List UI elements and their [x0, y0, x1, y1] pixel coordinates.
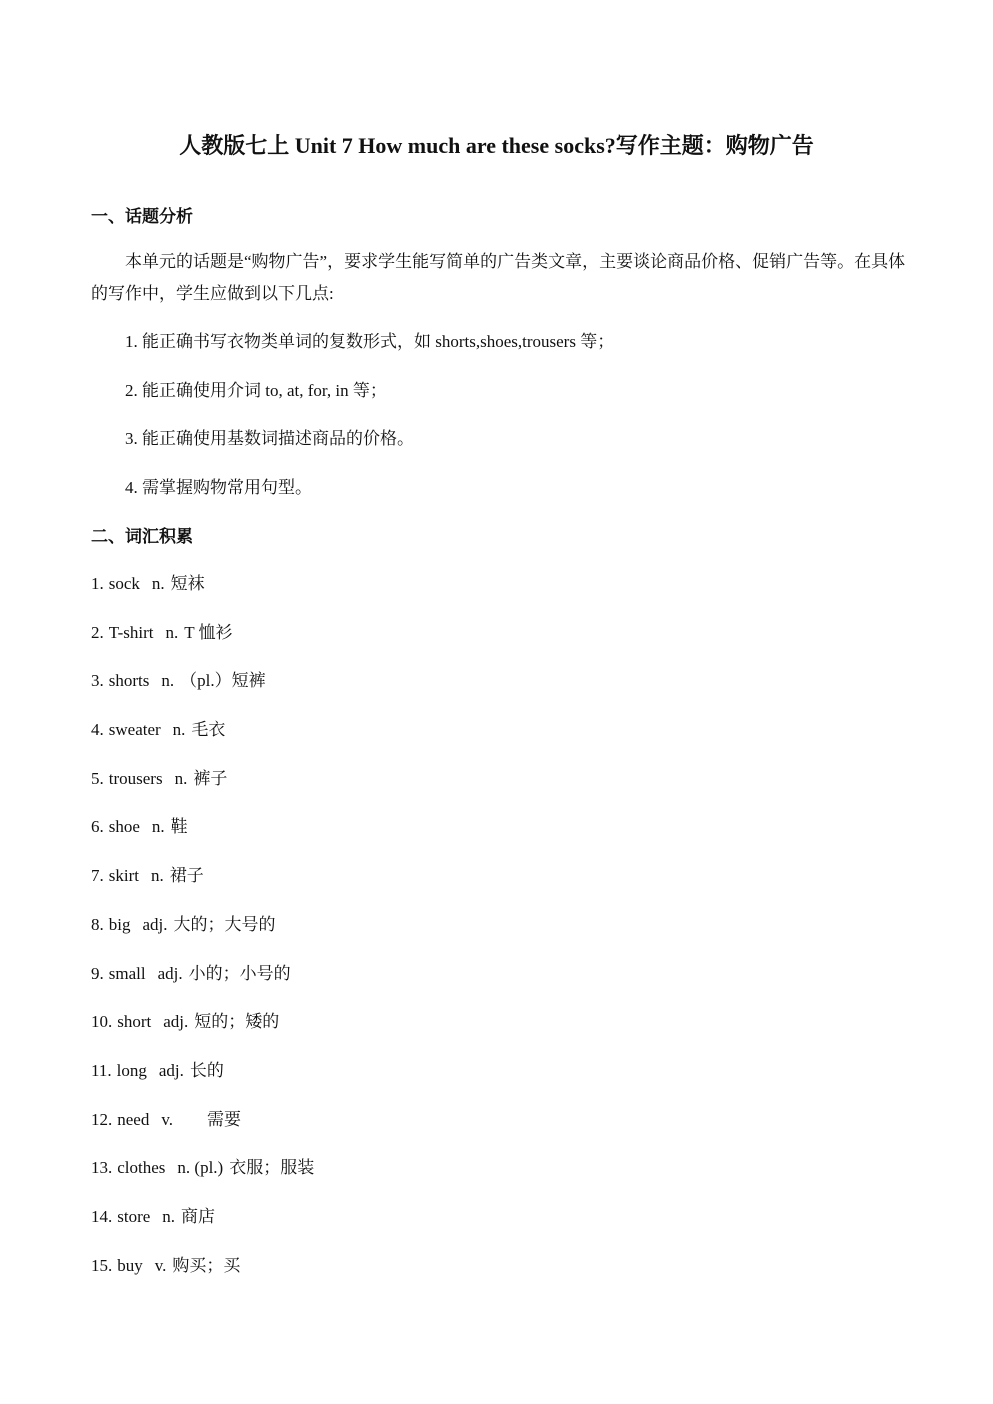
vocab-meaning: 鞋: [170, 817, 188, 837]
vocab-word: buy: [117, 1255, 143, 1275]
vocab-number: 10.: [91, 1012, 113, 1032]
vocab-meaning: 大的；大号的: [173, 914, 276, 934]
section-heading-vocabulary: 二、词汇积累: [91, 527, 193, 546]
vocab-number: 8.: [91, 914, 104, 934]
vocab-part-of-speech: adj.: [157, 963, 183, 983]
vocab-word: short: [117, 1012, 152, 1032]
vocab-number: 9.: [91, 963, 104, 983]
topic-intro-text: 本单元的话题是“购物广告”，要求学生能写简单的广告类文章，主要谈论商品价格、促销广告等。在具体的写作中，学生应做到以下几点:: [91, 252, 906, 303]
vocab-item: [91, 1057, 314, 1106]
vocab-number: 11.: [91, 1060, 112, 1080]
vocab-word: trousers: [108, 768, 163, 788]
vocab-meaning: 小的；小号的: [188, 963, 291, 983]
vocab-word: sock: [108, 574, 140, 593]
vocab-item: [91, 1203, 314, 1252]
vocab-item: [91, 911, 314, 960]
vocab-number: 3.: [91, 671, 104, 691]
vocab-meaning: 需要: [207, 1109, 241, 1129]
vocab-word: T-shirt: [108, 622, 154, 642]
vocab-number: 5.: [91, 768, 104, 788]
vocab-item: [91, 716, 314, 765]
vocab-meaning: 裙子: [169, 866, 204, 886]
topic-intro-paragraph: [91, 246, 906, 310]
vocab-item: [91, 813, 314, 862]
vocab-part-of-speech: n.: [150, 866, 164, 886]
vocab-word: clothes: [117, 1158, 166, 1178]
vocab-word: sweater: [108, 720, 161, 740]
vocab-meaning: 商店: [181, 1206, 216, 1226]
section-heading-topic-analysis: 一、话题分析: [91, 207, 193, 226]
requirement-item: 3. 能正确使用基数词描述商品的价格。: [125, 429, 414, 448]
vocab-meaning: 衣服；服装: [229, 1158, 315, 1178]
vocab-part-of-speech: v.: [154, 1255, 167, 1275]
vocab-item: [91, 1154, 314, 1203]
vocab-number: 15.: [91, 1255, 113, 1275]
vocab-item: [91, 1252, 314, 1301]
vocab-word: big: [108, 914, 131, 934]
vocab-meaning: T 恤衫: [184, 622, 233, 642]
vocab-meaning: 购买；买: [172, 1255, 241, 1275]
vocab-item: [91, 1106, 314, 1155]
vocab-word: skirt: [108, 866, 139, 886]
vocab-item: [91, 765, 314, 814]
vocab-item: [91, 862, 314, 911]
vocab-part-of-speech: n.: [165, 622, 179, 642]
vocab-number: 7.: [91, 866, 104, 886]
vocab-meaning: 短袜: [170, 574, 205, 593]
vocab-item: [91, 619, 314, 668]
vocab-item: [91, 570, 314, 619]
vocab-part-of-speech: adj.: [163, 1012, 189, 1032]
vocab-part-of-speech: n.: [172, 720, 186, 740]
vocab-number: 12.: [91, 1109, 113, 1129]
vocab-word: small: [108, 963, 146, 983]
vocab-part-of-speech: n.: [151, 817, 165, 837]
vocab-number: 13.: [91, 1158, 113, 1178]
vocab-number: 4.: [91, 720, 104, 740]
vocab-part-of-speech: v.: [161, 1109, 173, 1129]
vocab-number: 14.: [91, 1206, 113, 1226]
vocab-word: shoe: [108, 817, 140, 837]
vocab-item: [91, 667, 314, 716]
vocab-part-of-speech: n.: [151, 574, 165, 593]
vocab-part-of-speech: adj.: [158, 1060, 184, 1080]
page-title: 人教版七上 Unit 7 How much are these socks?写作主题：购物广告: [179, 133, 814, 158]
vocab-meaning: （pl.）短裤: [180, 671, 266, 691]
vocab-word: need: [117, 1109, 150, 1129]
vocabulary-list: [91, 570, 314, 1300]
requirement-item: 4. 需掌握购物常用句型。: [125, 478, 312, 497]
requirement-item: 1. 能正确书写衣物类单词的复数形式，如 shorts,shoes,trousers 等；: [125, 332, 615, 351]
vocab-part-of-speech: n.: [174, 768, 188, 788]
vocab-number: 2.: [91, 622, 104, 642]
vocab-meaning: 短的；矮的: [194, 1012, 280, 1032]
vocab-number: 1.: [91, 574, 104, 593]
vocab-meaning: 毛衣: [191, 720, 226, 740]
vocab-item: [91, 1008, 314, 1057]
vocab-word: shorts: [108, 671, 150, 691]
vocab-word: store: [117, 1206, 151, 1226]
vocab-part-of-speech: n.: [161, 671, 175, 691]
vocab-meaning: 长的: [189, 1060, 224, 1080]
vocab-part-of-speech: adj.: [142, 914, 168, 934]
vocab-part-of-speech: n. (pl.): [177, 1158, 224, 1178]
vocab-number: 6.: [91, 817, 104, 837]
vocab-meaning: 裤子: [193, 768, 228, 788]
vocab-word: long: [116, 1060, 147, 1080]
vocab-part-of-speech: n.: [162, 1206, 176, 1226]
requirement-item: 2. 能正确使用介词 to, at, for, in 等；: [125, 381, 387, 400]
vocab-item: [91, 960, 314, 1009]
